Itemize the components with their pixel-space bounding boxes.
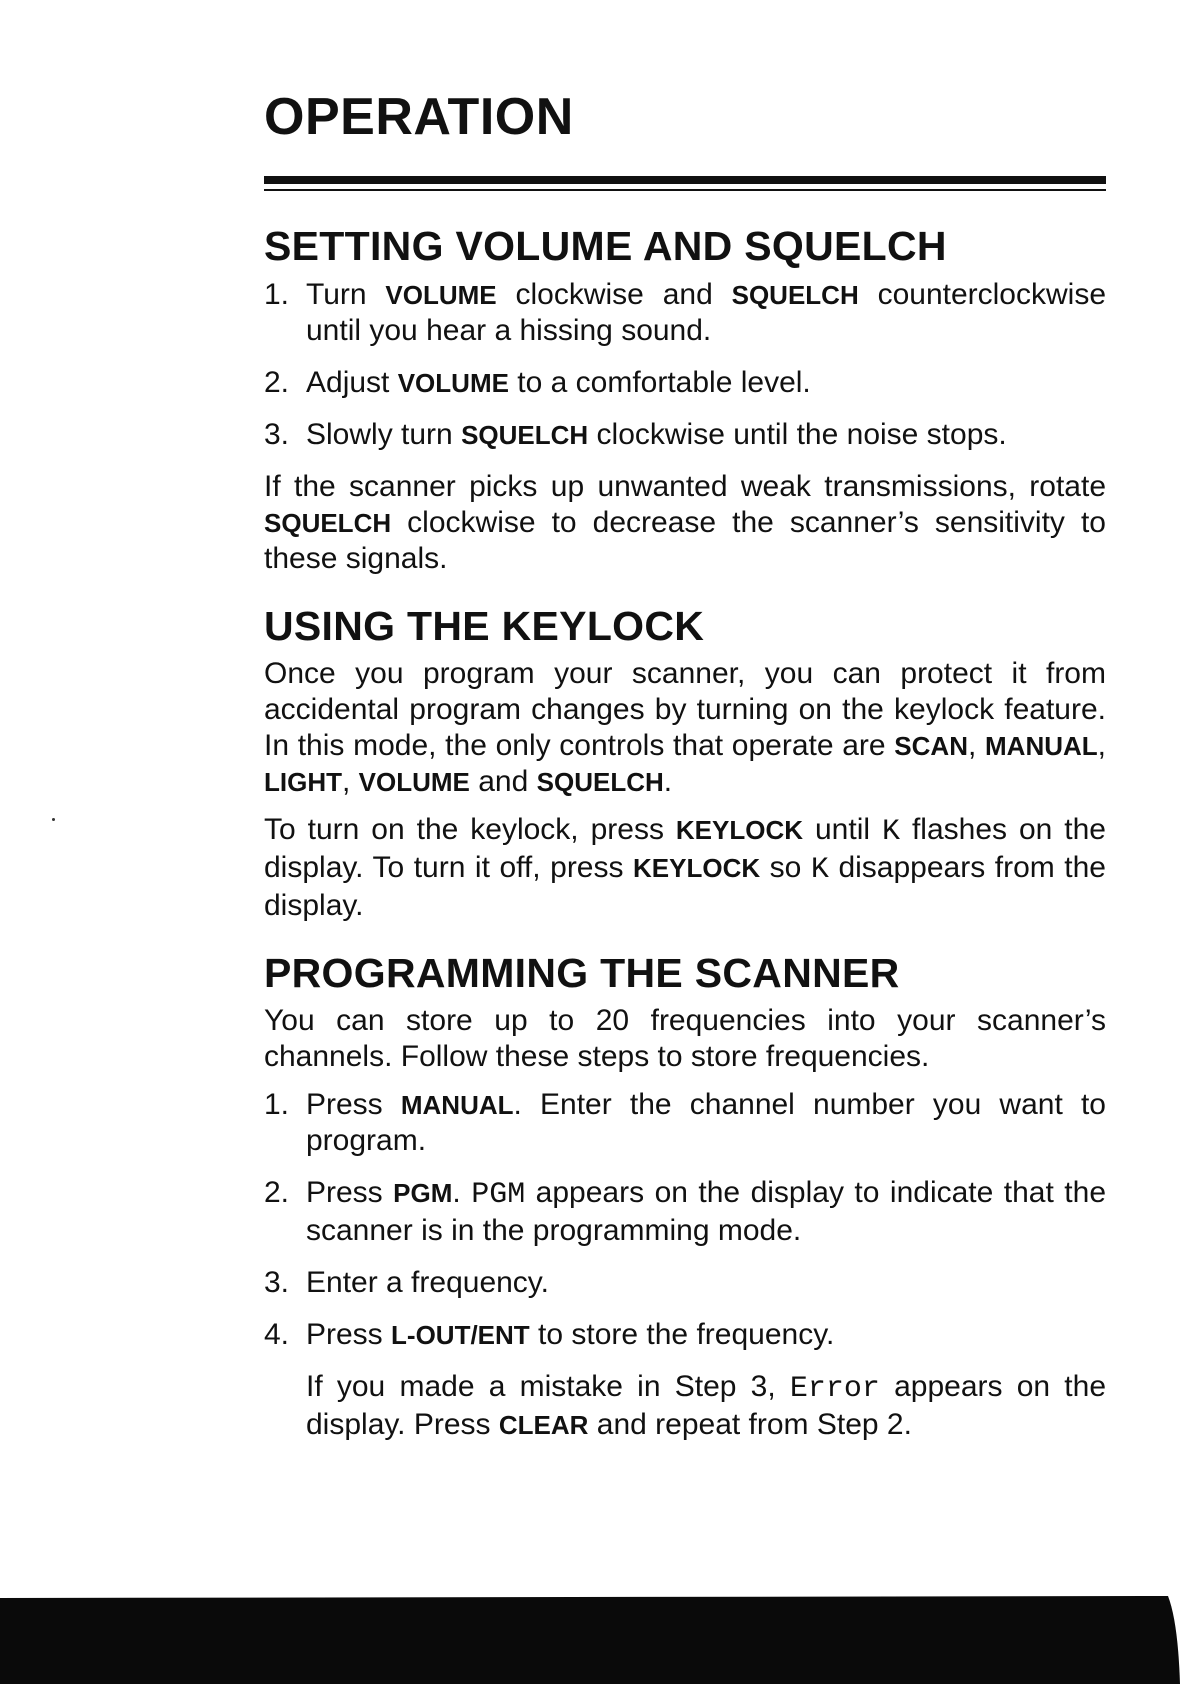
step-text: to a comfortable level. [508,365,811,399]
step-text: counterclockwise until you hear a hissing sound. [306,277,1107,347]
step-item [264,277,1106,349]
step-item [264,365,1106,401]
step-text: . Enter the channel number you want to program. [306,1087,1106,1157]
step-number: 4. [264,1317,290,1351]
step-text: Enter a frequency. [306,1265,549,1299]
step-text: Press [306,1175,394,1209]
step-text: Press [306,1087,401,1121]
paragraph-text: , [1097,728,1107,762]
paragraph-text: disappears from the display. [264,850,1106,922]
paragraph-text: Once you program your scanner, you can protect it from accidental program changes by turning on the keylock feature. In this mode, the only controls that operate are [264,656,1106,762]
step-text: clockwise and [496,277,732,311]
control-keyword: VOLUME [397,367,509,398]
step-text: Slowly turn [306,417,462,451]
paragraph-text: clockwise to decrease the scanner’s sensitivity to these signals. [264,505,1106,575]
step-number: 2. [264,365,290,399]
display-indicator: K [881,814,900,849]
title-rule-thin [264,189,1106,191]
section-programming [264,950,1106,1443]
control-keyword: VOLUME [358,766,470,797]
step-list [264,277,1106,453]
control-keyword: LIGHT [264,766,342,797]
control-keyword: SQUELCH [461,419,589,450]
step-number: 3. [264,417,290,451]
display-indicator: PGM [471,1177,526,1212]
display-indicator: K [810,852,829,887]
step-text: Turn [306,277,386,311]
bottom-black-band [0,1592,1188,1684]
step-text: clockwise until the noise stops. [588,417,1007,451]
section-keylock [264,603,1106,924]
step-text: appears on the display to indicate that the scanner is in the programming mode. [306,1175,1106,1247]
step-text: Press [306,1317,392,1351]
control-keyword: SQUELCH [536,766,664,797]
scan-speck [52,818,55,821]
paragraph-text: until [803,812,882,846]
control-keyword: MANUAL [985,730,1098,761]
section-heading: USING THE KEYLOCK [264,602,705,649]
display-indicator: Error [789,1371,880,1406]
title-rule-thick [264,176,1106,184]
error-note [264,1369,1106,1443]
step-item [264,1087,1106,1159]
control-keyword: KEYLOCK [633,852,761,883]
step-item [264,1317,1106,1353]
note-text: If you made a mistake in Step 3, [306,1369,790,1403]
paragraph-text: , [967,728,986,762]
control-keyword: CLEAR [498,1409,589,1440]
paragraph-text: and [469,764,537,798]
section-volume-squelch [264,223,1106,576]
step-list [264,1087,1106,1353]
page-title: OPERATION [264,88,574,146]
control-keyword: SQUELCH [731,279,859,310]
note-text: and repeat from Step 2. [588,1407,912,1441]
paragraph-text: , [342,764,359,798]
paragraph [264,812,1106,924]
paragraph-text: flashes on the display. To turn it off, press [264,812,1106,884]
step-item [264,417,1106,453]
page-content [264,86,1106,1443]
paragraph: You can store up to 20 frequencies into your scanner’s channels. Follow these steps to store frequencies. [264,1003,1106,1073]
step-text: . [452,1175,472,1209]
paragraph-text: . [663,764,673,798]
control-keyword: KEYLOCK [675,814,804,845]
step-number: 3. [264,1265,290,1299]
paragraph-text: so [760,850,811,884]
paragraph-text: If the scanner picks up unwanted weak transmissions, rotate [264,469,1106,503]
section-heading: PROGRAMMING THE SCANNER [264,949,900,996]
control-keyword: MANUAL [400,1089,514,1120]
step-number: 1. [264,1087,290,1121]
control-keyword: L-OUT/ENT [391,1319,530,1350]
note-text: appears on the display. Press [306,1369,1106,1441]
control-keyword: VOLUME [385,279,497,310]
step-number: 1. [264,277,290,311]
step-item [264,1175,1106,1249]
step-number: 2. [264,1175,290,1209]
step-text: to store the frequency. [529,1317,835,1351]
control-keyword: SCAN [894,730,968,761]
paragraph [264,469,1106,577]
section-heading: SETTING VOLUME AND SQUELCH [264,223,947,270]
step-text: Adjust [306,365,398,399]
step-item [264,1265,1106,1301]
paragraph [264,656,1106,800]
control-keyword: PGM [393,1177,453,1208]
control-keyword: SQUELCH [264,507,392,538]
paragraph-text: To turn on the keylock, press [264,812,676,846]
